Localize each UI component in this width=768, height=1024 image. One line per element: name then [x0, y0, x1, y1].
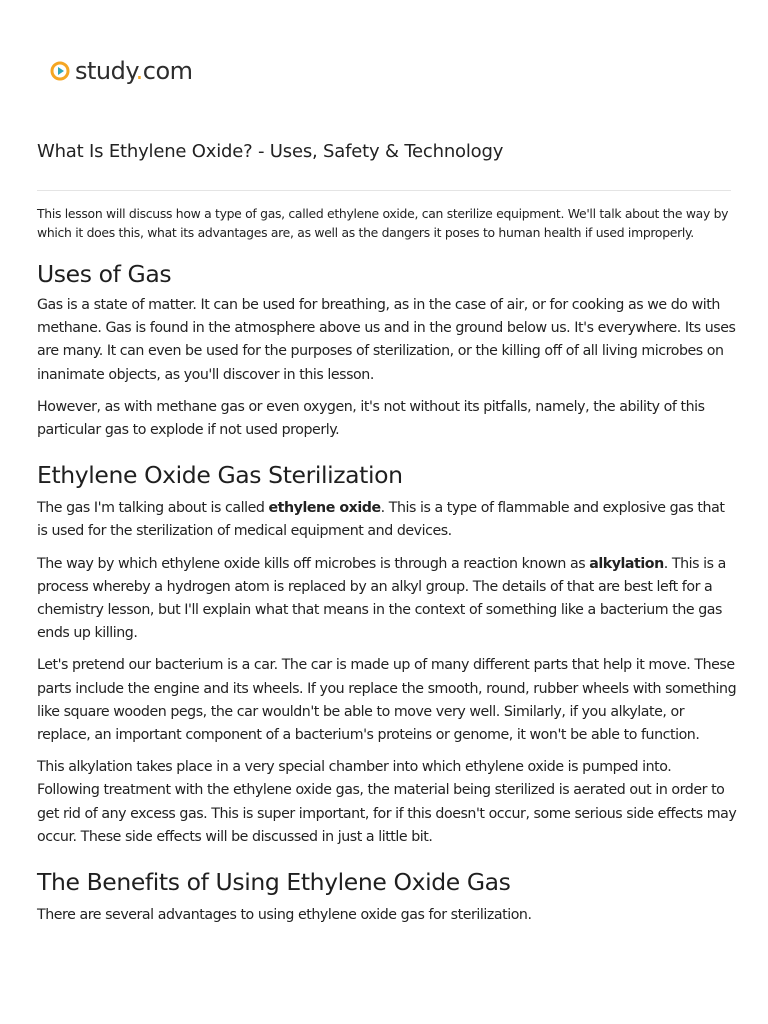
paragraph: There are several advantages to using ethylene oxide gas for sterilization. [37, 907, 532, 924]
text-run: The gas I'm talking about is called [37, 500, 269, 517]
text-run: . This is a process whereby a hydrogen atom is replaced by an alkyl group. The details of that are best left for a chemistry lesson, but I'll explain what that means in the context of something like a bacterium the gas ends up killing. [37, 555, 726, 642]
section-heading-sterilization: Ethylene Oxide Gas Sterilization [37, 461, 403, 490]
page-title: What Is Ethylene Oxide? - Uses, Safety & Technology [37, 141, 504, 162]
section-heading-benefits: The Benefits of Using Ethylene Oxide Gas [37, 868, 511, 897]
article-body [37, 258, 737, 927]
logo-text-main: study [75, 57, 136, 85]
term-alkylation: alkylation [589, 555, 664, 572]
text-run: The way by which ethylene oxide kills off microbes is through a reaction known as [37, 555, 590, 572]
section-heading-uses: Uses of Gas [37, 260, 172, 288]
title-divider [37, 190, 731, 191]
paragraph [37, 497, 737, 543]
study-logo[interactable] [50, 56, 193, 86]
logo-text-dot: . [135, 57, 143, 85]
play-icon [50, 61, 70, 81]
paragraph [37, 553, 737, 646]
paragraph: However, as with methane gas or even oxygen, it's not without its pitfalls, namely, the ability of this particular gas to explode if not used properly. [37, 398, 705, 439]
paragraph: Let's pretend our bacterium is a car. The car is made up of many different parts that help it move. These parts include the engine and its wheels. If you replace the smooth, round, rubber wheels with something like square wooden pegs, the car wouldn't be able to move very well. Similarly, if you alkylate, or replace, an important component of a bacterium's proteins or genome, it won't be able to function. [37, 657, 737, 744]
term-ethylene-oxide: ethylene oxide [268, 500, 381, 517]
logo-wordmark [75, 57, 193, 85]
text-run: . This is a type of flammable and explosive gas that is used for the sterilization of medical equipment and devices. [37, 500, 725, 540]
paragraph: This alkylation takes place in a very special chamber into which ethylene oxide is pumped into. Following treatment with the ethylene oxide gas, the material being sterilized is aerated out in order to get rid of any excess gas. This is super important, for if this doesn't occur, some serious side effects may occur. These side effects will be discussed in just a little bit. [37, 759, 737, 845]
logo-text-tld: com [142, 57, 193, 85]
lesson-intro: This lesson will discuss how a type of gas, called ethylene oxide, can sterilize equipment. We'll talk about the way by which it does this, what its advantages are, as well as the dangers it poses to human health if used improperly. [37, 206, 729, 240]
paragraph: Gas is a state of matter. It can be used for breathing, as in the case of air, or for cooking as we do with methane. Gas is found in the atmosphere above us and in the ground below us. It's everywhere. Its uses are many. It can even be used for the purposes of sterilization, or the killing off of all living microbes on inanimate objects, as you'll discover in this lesson. [37, 297, 736, 383]
